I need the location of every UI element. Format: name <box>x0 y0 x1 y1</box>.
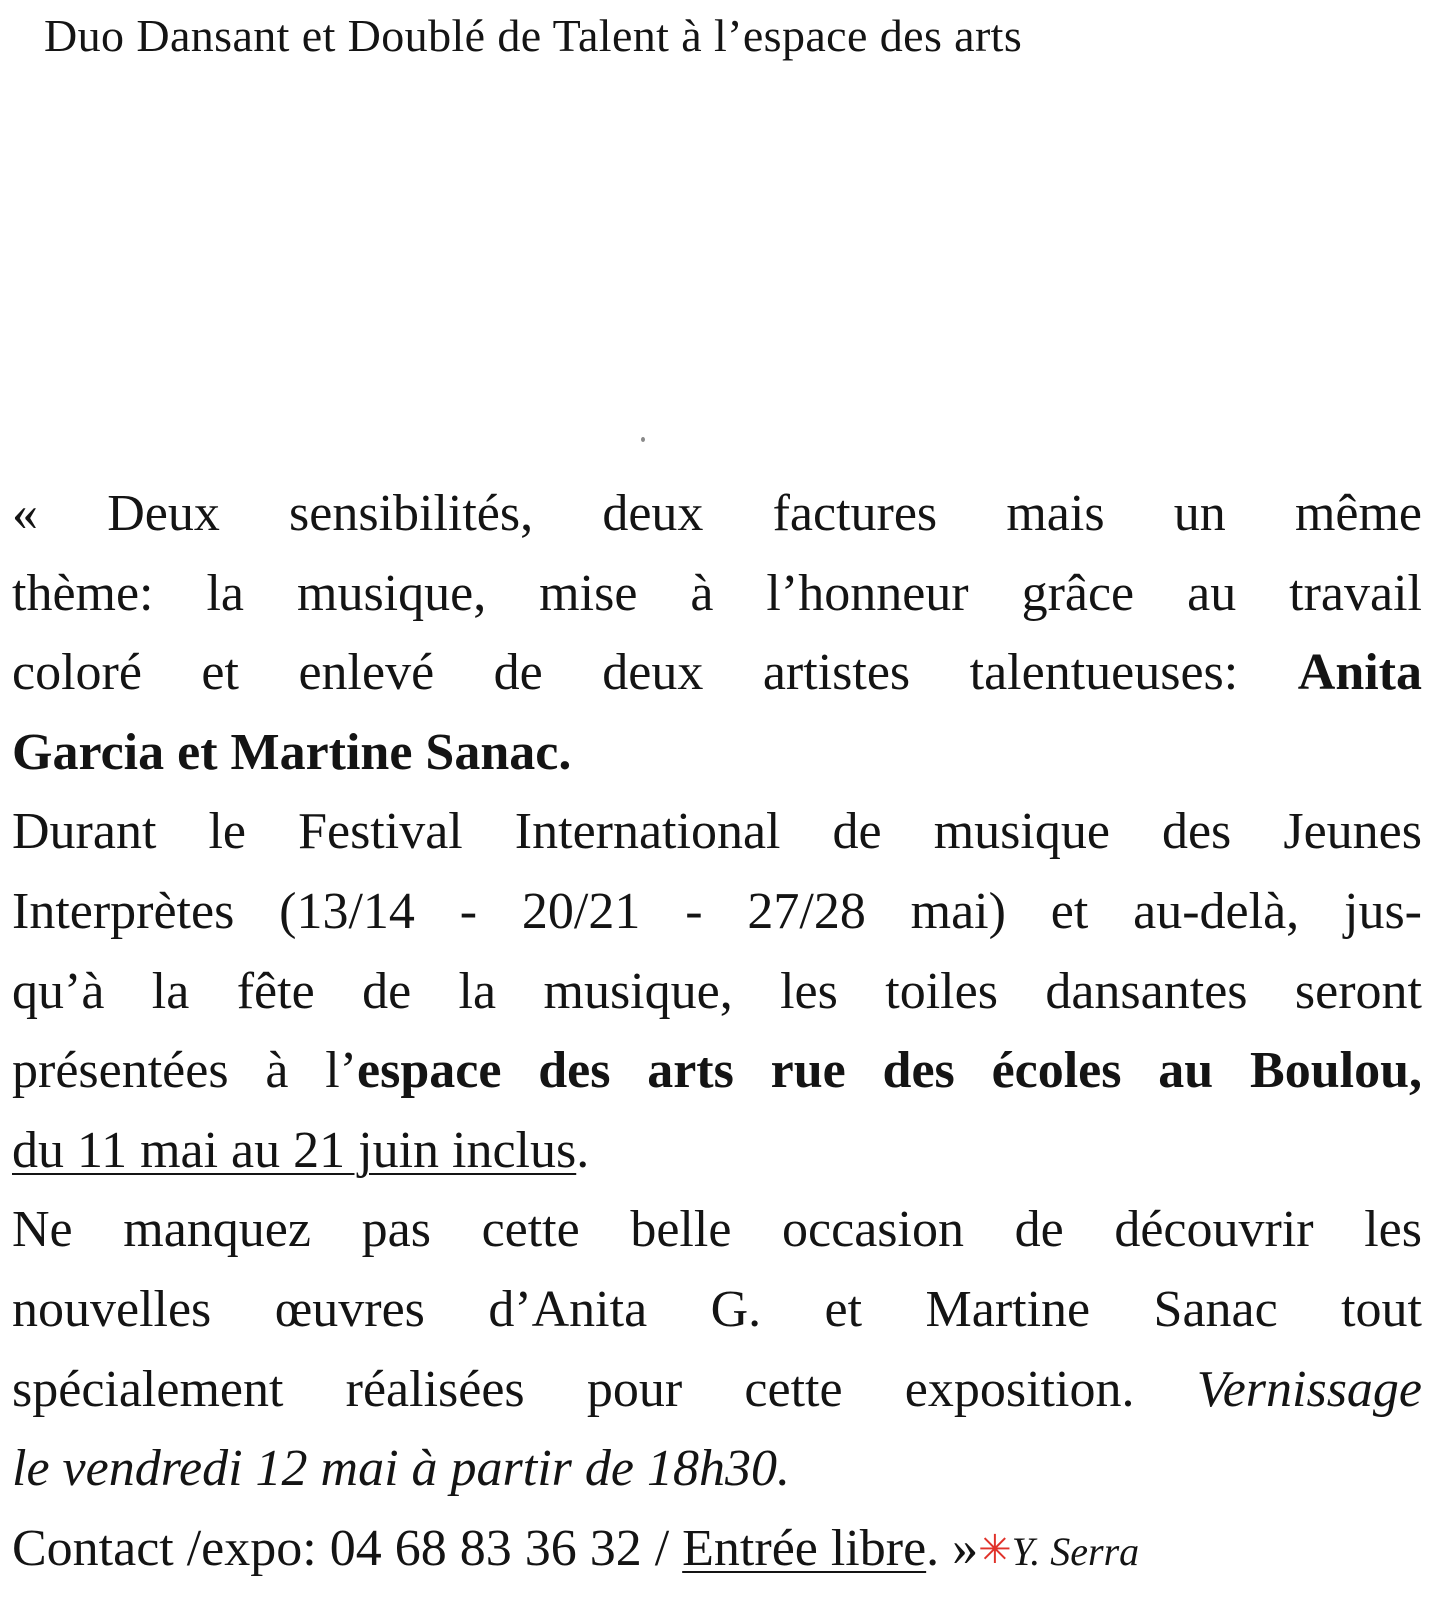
body-line-14 <box>12 1509 1422 1589</box>
body-line-12-text: spécialement réalisées pour cette exposition. <box>12 1360 1135 1418</box>
body-line-6: Interprètes (13/14 - 20/21 - 27/28 mai) et au-delà, jus- <box>12 882 1422 940</box>
venue-address: espace des arts rue des écoles au Boulou, <box>357 1042 1422 1100</box>
article-body <box>12 474 1422 1588</box>
body-line-13 <box>12 1429 1422 1509</box>
body-line-12 <box>12 1350 1422 1430</box>
body-line-9 <box>12 1111 1422 1191</box>
body-line-3-text: coloré et enlevé de deux artistes talentueuses: <box>12 644 1239 702</box>
body-line-10: Ne manquez pas cette belle occasion de découvrir les <box>12 1201 1422 1259</box>
artist-names: Garcia et Martine Sanac. <box>12 723 572 781</box>
exhibition-dates: du 11 mai au 21 juin inclus <box>12 1121 577 1179</box>
body-line-5: Durant le Festival International de musique des Jeunes <box>12 803 1422 861</box>
scan-speck <box>641 437 645 442</box>
body-line-9-end: . <box>576 1121 590 1179</box>
body-line-8-text: présentées à l’ <box>12 1042 357 1100</box>
artist-name-anita: Anita <box>1297 644 1423 702</box>
article-title: Duo Dansant et Doublé de Talent à l’espace des arts <box>44 10 1023 61</box>
body-line-2: thème: la musique, mise à l’honneur grâce au travail <box>12 564 1422 622</box>
body-line-11: nouvelles œuvres d’Anita G. et Martine Sanac tout <box>12 1280 1422 1338</box>
star-icon: ✳ <box>978 1526 1012 1572</box>
author-signature: Y. Serra <box>1011 1528 1140 1574</box>
contact-text: Contact /expo: 04 68 83 36 32 / <box>12 1519 670 1577</box>
body-line-3 <box>12 633 1422 713</box>
vernissage-date: le vendredi 12 mai à partir de 18h30. <box>12 1440 790 1498</box>
free-entry: Entrée libre <box>682 1519 927 1577</box>
body-line-8 <box>12 1031 1422 1111</box>
closing-quote: . » <box>926 1519 979 1577</box>
body-line-7: qu’à la fête de la musique, les toiles dansantes seront <box>12 962 1422 1020</box>
body-line-4 <box>12 713 1422 793</box>
vernissage-label: Vernissage <box>1196 1360 1423 1418</box>
body-line-1: « Deux sensibilités, deux factures mais un même <box>12 485 1422 542</box>
